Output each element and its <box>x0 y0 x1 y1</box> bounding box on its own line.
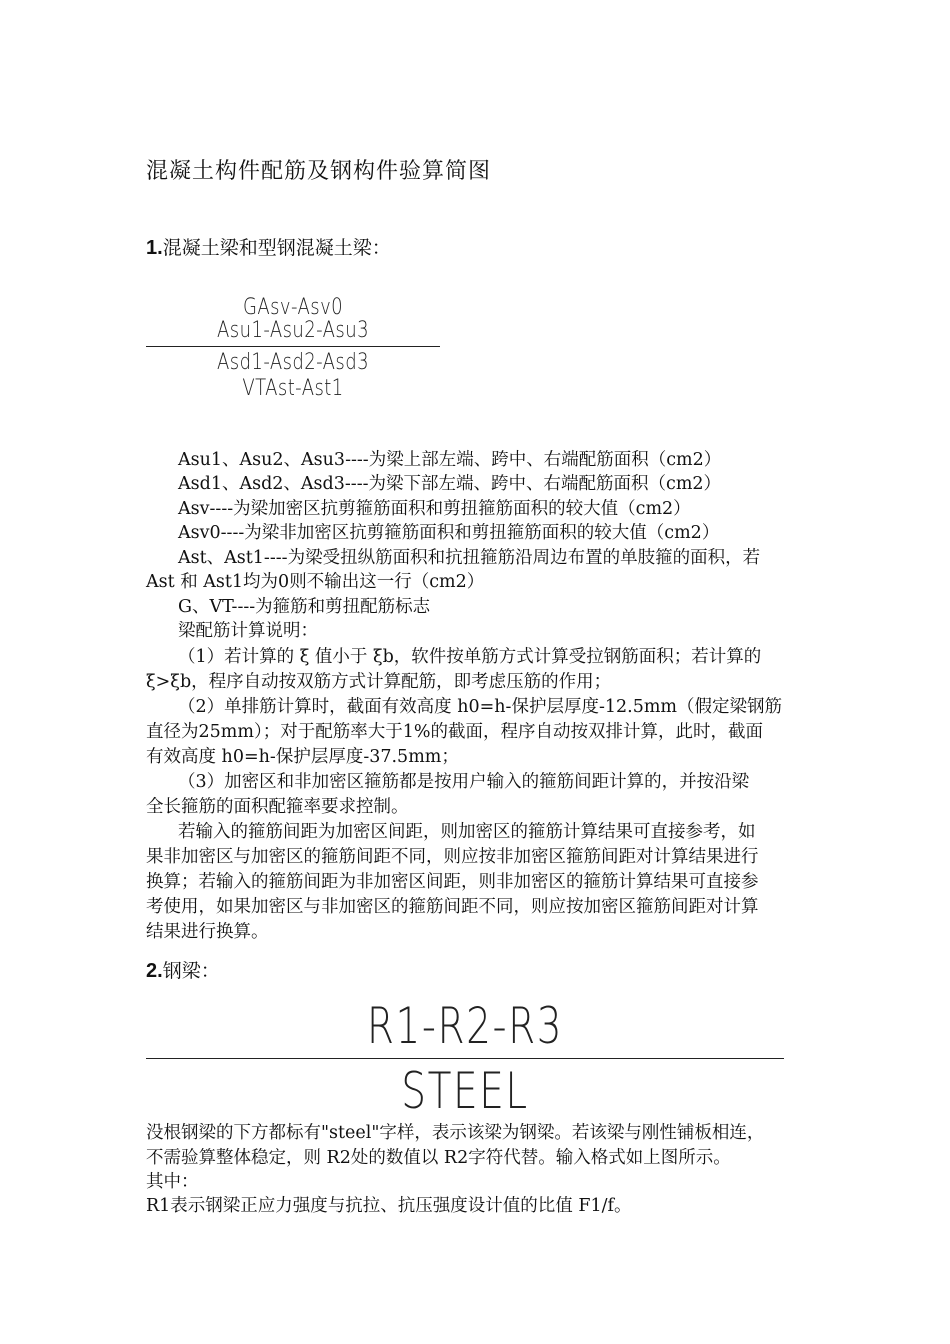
beam-diagram-rule <box>146 346 440 347</box>
section-2-title: 钢梁： <box>162 960 220 982</box>
steel-diagram-rule <box>146 1058 784 1059</box>
beam-diagram-top-line-1: GAsv-Asv0 <box>242 295 344 320</box>
body-line: 梁配筋计算说明： <box>178 621 318 641</box>
body-line: G、VT----为箍筋和剪扭配筋标志 <box>178 597 431 617</box>
body-line: 若输入的箍筋间距为加密区间距，则加密区的箍筋计算结果可直接参考，如 <box>178 822 756 842</box>
body-line: 其中： <box>146 1172 199 1192</box>
body-line: Ast 和 Ast1均为0则不输出这一行（cm2） <box>146 572 485 592</box>
beam-diagram-bottom-line-1: Asd1-Asd2-Asd3 <box>217 350 369 375</box>
body-line: Asv0----为梁非加密区抗剪箍筋面积和剪扭箍筋面积的较大值（cm2） <box>178 523 720 543</box>
body-line: 换算；若输入的箍筋间距为非加密区间距，则非加密区的箍筋计算结果可直接参 <box>146 872 759 892</box>
section-2-heading <box>146 956 220 983</box>
body-line: 有效高度 h0=h-保护层厚度-37.5mm； <box>146 747 459 767</box>
steel-diagram-bottom: STEEL <box>401 1062 529 1120</box>
body-line: 考使用，如果加密区与非加密区的箍筋间距不同，则应按加密区箍筋间距对计算 <box>146 897 759 917</box>
body-line: Asd1、Asd2、Asd3----为梁下部左端、跨中、右端配筋面积（cm2） <box>178 474 722 494</box>
body-line: （1）若计算的 ξ 值小于 ξb，软件按单筋方式计算受拉钢筋面积；若计算的 <box>178 647 762 667</box>
body-line: Asv----为梁加密区抗剪箍筋面积和剪扭箍筋面积的较大值（cm2） <box>178 499 691 519</box>
body-line: R1表示钢梁正应力强度与抗拉、抗压强度设计值的比值 F1/f。 <box>146 1196 632 1216</box>
section-1-title: 混凝土梁和型钢混凝土梁： <box>162 237 391 259</box>
steel-diagram-top: R1-R2-R3 <box>366 997 564 1055</box>
body-line: （3）加密区和非加密区箍筋都是按用户输入的箍筋间距计算的，并按沿梁 <box>178 772 750 792</box>
body-line: 结果进行换算。 <box>146 922 269 942</box>
body-line: ξ>ξb，程序自动按双筋方式计算配筋，即考虑压筋的作用； <box>146 672 612 692</box>
section-2-number: 2. <box>146 960 163 982</box>
document-title: 混凝土构件配筋及钢构件验算简图 <box>146 159 492 184</box>
beam-diagram-top-line-2: Asu1-Asu2-Asu3 <box>217 318 369 343</box>
section-1-number: 1. <box>146 237 163 259</box>
body-line: 全长箍筋的面积配箍率要求控制。 <box>146 797 409 817</box>
body-line: 没根钢梁的下方都标有"steel"字样，表示该梁为钢梁。若该梁与刚性铺板相连， <box>146 1123 765 1143</box>
body-line: Asu1、Asu2、Asu3----为梁上部左端、跨中、右端配筋面积（cm2） <box>178 450 722 470</box>
body-line: 直径为25mm）；对于配筋率大于1%的截面，程序自动按双排计算，此时，截面 <box>146 722 763 742</box>
body-line: 果非加密区与加密区的箍筋间距不同，则应按非加密区箍筋间距对计算结果进行 <box>146 847 759 867</box>
body-line: （2）单排筋计算时，截面有效高度 h0=h-保护层厚度-12.5mm（假定梁钢筋 <box>178 697 783 717</box>
body-line: Ast、Ast1----为梁受扭纵筋面积和抗扭箍筋沿周边布置的单肢箍的面积，若 <box>178 548 761 568</box>
section-1-heading <box>146 233 391 260</box>
body-line: 不需验算整体稳定，则 R2处的数值以 R2字符代替。输入格式如上图所示。 <box>146 1148 731 1168</box>
beam-diagram-bottom-line-2: VTAst-Ast1 <box>242 376 344 401</box>
